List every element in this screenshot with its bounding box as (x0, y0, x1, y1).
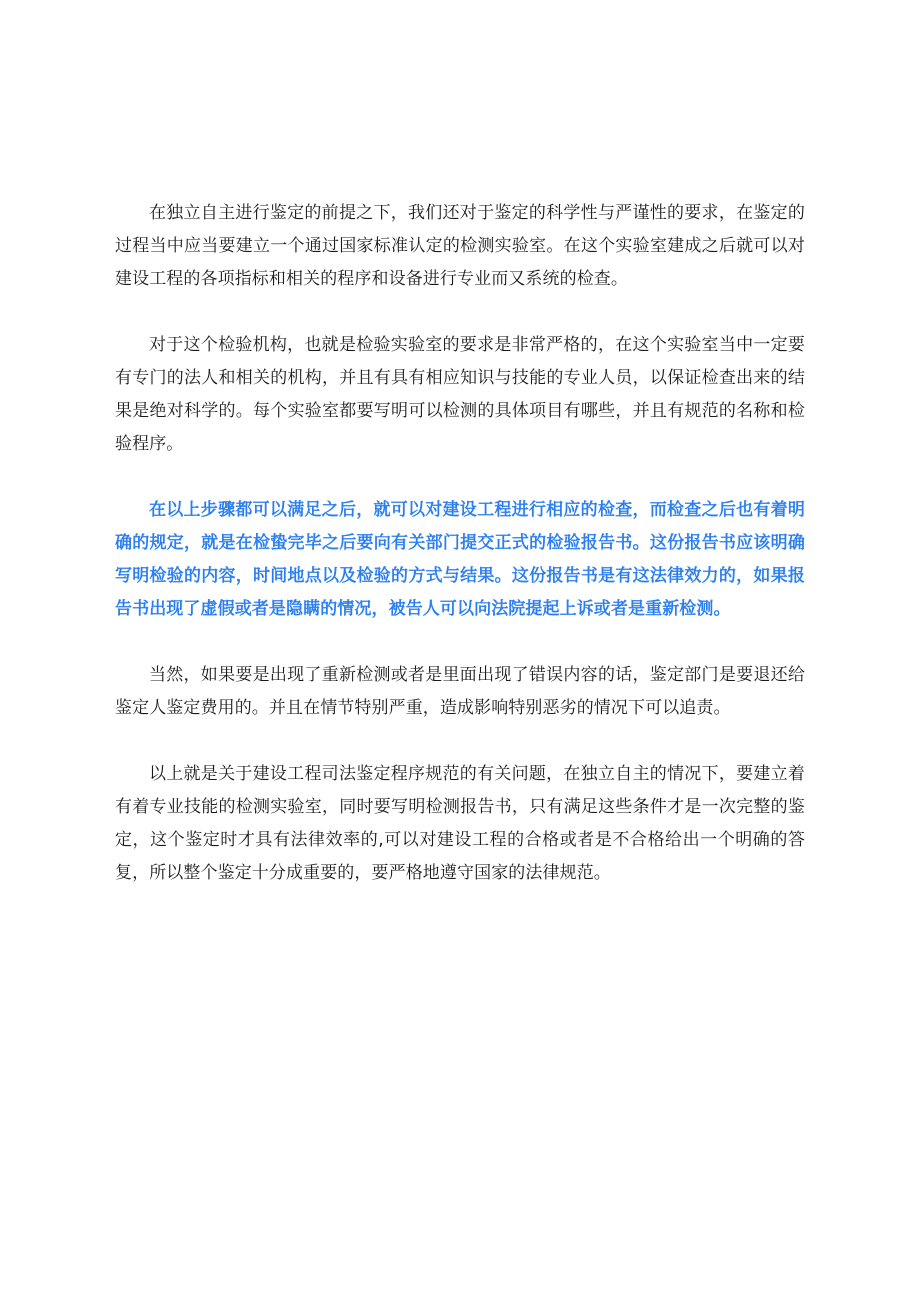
document-body (115, 197, 805, 923)
paragraph-inspection-agency: 对于这个检验机构，也就是检验实验室的要求是非常严格的，在这个实验室当中一定要有专门的法人和相关的机构，并且有具有相应知识与技能的专业人员，以保证检查出来的结果是绝对科学的。每个实验室都要写明可以检测的具体项目有哪些，并且有规范的名称和检验程序。 (115, 335, 805, 454)
paragraph-inspection-report-highlighted: 在以上步骤都可以满足之后，就可以对建设工程进行相应的检查，而检查之后也有着明确的规定，就是在检蛰完毕之后要向有关部门提交正式的检验报告书。这份报告书应该明确写明检验的内容，时间地点以及检验的方式与结果。这份报告书是有这法律效力的，如果报告书出现了虚假或者是隐瞒的情况，被告人可以向法院提起上诉或者是重新检测。 (115, 500, 805, 619)
paragraph-lab-requirement: 在独立自主进行鉴定的前提之下，我们还对于鉴定的科学性与严谨性的要求，在鉴定的过程当中应当要建立一个通过国家标准认定的检测实验室。在这个实验室建成之后就可以对建设工程的各项指标和相关的程序和设备进行专业而又系统的检查。 (115, 203, 805, 289)
paragraph-refund-liability: 当然，如果要是出现了重新检测或者是里面出现了错误内容的话，鉴定部门是要退还给鉴定人鉴定费用的。并且在情节特别严重，造成影响特别恶劣的情况下可以追责。 (115, 665, 805, 718)
paragraph-summary: 以上就是关于建设工程司法鉴定程序规范的有关问题，在独立自主的情况下，要建立着有着专业技能的检测实验室，同时要写明检测报告书，只有满足这些条件才是一次完整的鉴定，这个鉴定时才具有法律效率的,可以对建设工程的合格或者是不合格给出一个明确的答复，所以整个鉴定十分成重要的，要严格地遵守国家的法律规范。 (115, 764, 805, 883)
